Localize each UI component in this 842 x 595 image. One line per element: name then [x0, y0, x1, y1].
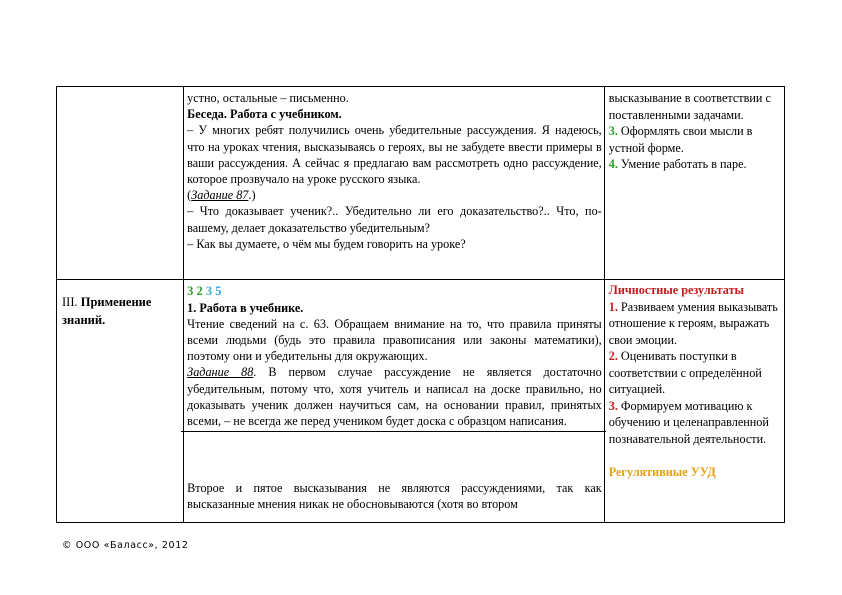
table-row [57, 87, 785, 280]
result-item: 2. Оценивать поступки в соответствии с определённой ситуацией. [608, 349, 762, 397]
paragraph: Чтение сведений на с. 63. Обращаем внимание на то, что правила приняты всеми людьми (будь это правила правописания или законы математики), поэтому они и убедительны для окружающих. [187, 316, 602, 364]
paragraph: Второе и пятое высказывания не являются рассуждениями, так как высказанные мнения никак не обосновываются (хотя во втором [187, 481, 602, 512]
result-item: 4. Умение работать в паре. [608, 157, 747, 171]
result-header: Личностные результаты [608, 283, 745, 298]
result-text: высказывание в соответствии с поставленными задачами. [608, 91, 771, 122]
results-cell [604, 280, 784, 523]
stage-cell [57, 280, 184, 523]
stage-cell-empty [57, 87, 184, 280]
paragraph: Задание 88. В первом случае рассуждение не является достаточно убедительным, потому что, хотя учитель и написал на доске правильно, но доказывать ученик должен научиться сам, на основании правил, принятых всеми, – не всегда же перед учеником будет доска с образцом написания. [187, 365, 602, 429]
marker: 5 [215, 284, 222, 299]
divider [181, 431, 606, 480]
teacher-speech: – У многих ребят получились очень убедительные рассуждения. Я надеюсь, что на уроках чтения, высказываясь о героях, вы не забудете ввести примеры в ваши рассуждения. А сейчас я предлагаю вам рассмотреть одно рассуждение, которое прозвучало на уроке русского языка. [187, 123, 602, 187]
marker-numbers [187, 283, 602, 299]
marker: 3 [205, 284, 213, 299]
marker: 2 [196, 284, 203, 299]
text-line: устно, остальные – письменно. [187, 91, 349, 105]
section-heading: 1. Работа в учебнике. [187, 300, 304, 315]
result-item: 3. Формируем мотивацию к обучению и целенаправленной познавательной деятельности. [608, 398, 769, 446]
result-header: Регулятивные УУД [608, 465, 716, 480]
result-item: 3. Оформлять свои мысли в устной форме. [608, 124, 753, 155]
task-reference: (Задание 87.) [187, 188, 256, 203]
section-heading: Беседа. Работа с учебником. [187, 107, 342, 122]
copyright-footer: © ООО «Баласс», 2012 [62, 540, 189, 551]
results-cell [604, 87, 784, 280]
content-cell [184, 87, 605, 280]
stage-title: Применение знаний. [62, 295, 152, 327]
marker: 3 [187, 284, 194, 299]
lesson-table [56, 86, 785, 523]
stage-number: III. [62, 295, 78, 310]
question-line: – Что доказывает ученик?.. Убедительно ли его доказательство?.. Что, по-вашему, делает доказательство убедительным? [187, 204, 602, 235]
question-line: – Как вы думаете, о чём мы будем говорить на уроке? [187, 236, 466, 251]
content-cell [184, 280, 605, 523]
result-item: 1. Развиваем умения выказывать отношение к героям, выражать свои эмоции. [608, 299, 778, 347]
table-row [57, 280, 785, 523]
